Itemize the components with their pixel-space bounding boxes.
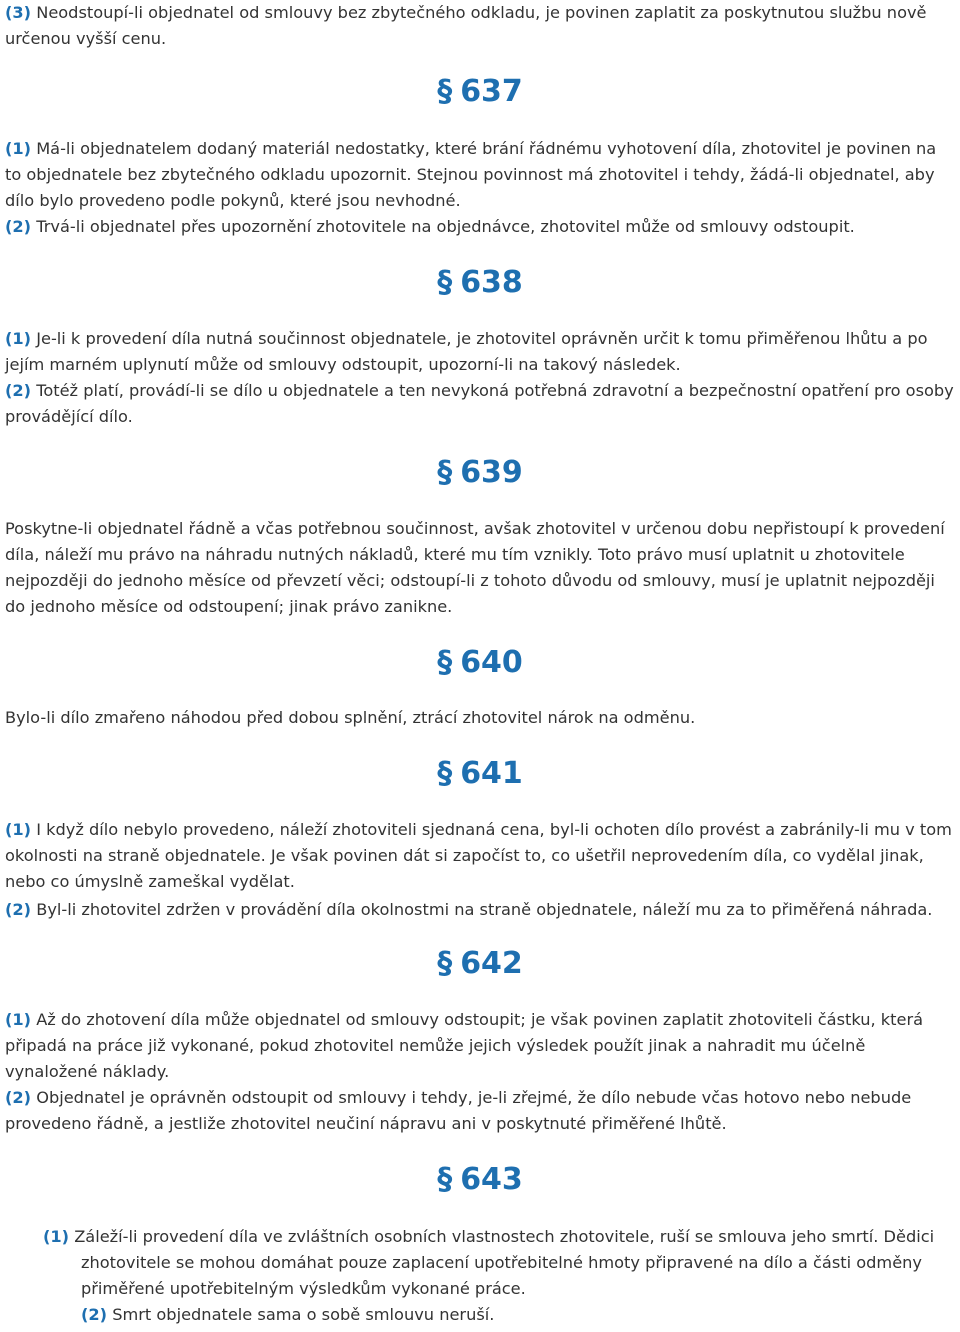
section-643-paragraph-1	[5, 1224, 957, 1302]
section-heading-637	[0, 72, 960, 112]
paragraph-number: (1)	[5, 1010, 32, 1029]
section-sign: §	[437, 265, 453, 300]
section-643-paragraph-2	[5, 1302, 957, 1328]
section-642-paragraph-1	[5, 1007, 957, 1085]
paragraph-number: (2)	[5, 900, 32, 919]
section-number: 640	[460, 645, 523, 680]
section-639-paragraph	[5, 516, 957, 620]
section-sign: §	[437, 946, 453, 981]
paragraph-text: Trvá-li objednatel přes upozornění zhotovitele na objednávce, zhotovitel může od smlouvy odstoupit.	[31, 217, 855, 236]
section-heading-642	[0, 944, 960, 984]
paragraph-number: (1)	[5, 329, 32, 348]
section-sign: §	[437, 756, 453, 791]
section-638-paragraph-2	[5, 378, 957, 430]
section-641-paragraph-1	[5, 817, 957, 895]
section-sign: §	[437, 455, 453, 490]
section-637-paragraph-1	[5, 136, 957, 214]
paragraph-number: (3)	[5, 3, 32, 22]
section-637-paragraph-2	[5, 214, 957, 240]
section-640-paragraph	[5, 705, 957, 731]
paragraph-text: Záleží-li provedení díla ve zvláštních osobních vlastnostech zhotovitele, ruší se smlouva jeho smrtí. Dědici zhotovitele se mohou domáhat pouze zaplacení upotřebitelné hmoty připravené na dílo a části odměny přiměřené upotřebitelným výsledkům vykonané práce.	[69, 1227, 935, 1298]
paragraph-number: (1)	[5, 139, 32, 158]
paragraph-number: (2)	[5, 381, 32, 400]
section-642-paragraph-2	[5, 1085, 957, 1137]
section-sign: §	[437, 1162, 453, 1197]
paragraph-text: Poskytne-li objednatel řádně a včas potřebnou součinnost, avšak zhotovitel v určenou dobu nepřistoupí k provedení díla, náleží mu právo na náhradu nutných nákladů, které mu tím vznikly. Toto právo musí uplatnit u zhotovitele nejpozději do jednoho měsíce od převzetí věci; odstoupí-li z tohoto důvodu od smlouvy, musí je uplatnit nejpozději do jednoho měsíce od odstoupení; jinak právo zanikne.	[5, 519, 945, 616]
section-sign: §	[437, 74, 453, 109]
section-number: 641	[460, 756, 523, 791]
section-number: 639	[460, 455, 523, 490]
section-heading-641	[0, 754, 960, 794]
section-heading-639	[0, 453, 960, 493]
paragraph-number: (1)	[43, 1227, 70, 1246]
section-638-paragraph-1	[5, 326, 957, 378]
paragraph-text: Má-li objednatelem dodaný materiál nedostatky, které brání řádnému vyhotovení díla, zhotovitel je povinen na to objednatele bez zbytečného odkladu upozornit. Stejnou povinnost má zhotovitel i tehdy, žádá-li objednatel, aby dílo bylo provedeno podle pokynů, které jsou nevhodné.	[5, 139, 937, 210]
section-number: 637	[460, 74, 523, 109]
paragraph-text: Neodstoupí-li objednatel od smlouvy bez zbytečného odkladu, je povinen zaplatit za poskytnutou službu nově určenou vyšší cenu.	[5, 3, 927, 48]
section-heading-643	[0, 1160, 960, 1200]
section-heading-638	[0, 263, 960, 303]
section-number: 643	[460, 1162, 523, 1197]
paragraph-text: Je-li k provedení díla nutná součinnost objednatele, je zhotovitel oprávněn určit k tomu přiměřenou lhůtu a po jejím marném uplynutí může od smlouvy odstoupit, upozorní-li na takový následek.	[5, 329, 928, 374]
section-number: 642	[460, 946, 523, 981]
paragraph-text: Totéž platí, provádí-li se dílo u objednatele a ten nevykoná potřebná zdravotní a bezpečnostní opatření pro osoby provádějící dílo.	[5, 381, 954, 426]
paragraph-text: Bylo-li dílo zmařeno náhodou před dobou splnění, ztrácí zhotovitel nárok na odměnu.	[5, 708, 696, 727]
section-641-paragraph-2	[5, 897, 957, 923]
paragraph-3-continuation	[5, 0, 957, 52]
section-sign: §	[437, 645, 453, 680]
paragraph-text: I když dílo nebylo provedeno, náleží zhotoviteli sjednaná cena, byl-li ochoten dílo provést a zabránily-li mu v tom okolnosti na straně objednatele. Je však povinen dát si započíst to, co ušetřil neprovedením díla, co vydělal jinak, nebo co úmyslně zameškal vydělat.	[5, 820, 952, 891]
paragraph-number: (2)	[5, 217, 32, 236]
section-heading-640	[0, 643, 960, 683]
paragraph-number: (2)	[81, 1305, 108, 1324]
paragraph-text: Objednatel je oprávněn odstoupit od smlouvy i tehdy, je-li zřejmé, že dílo nebude včas hotovo nebo nebude provedeno řádně, a jestliže zhotovitel neučiní nápravu ani v poskytnuté přiměřené lhůtě.	[5, 1088, 912, 1133]
paragraph-number: (1)	[5, 820, 32, 839]
section-number: 638	[460, 265, 523, 300]
paragraph-number: (2)	[5, 1088, 32, 1107]
paragraph-text: Smrt objednatele sama o sobě smlouvu neruší.	[107, 1305, 495, 1324]
paragraph-text: Až do zhotovení díla může objednatel od smlouvy odstoupit; je však povinen zaplatit zhotoviteli částku, která připadá na práce již vykonané, pokud zhotovitel nemůže jejich výsledek použít jinak a nahradit mu účelně vynaložené náklady.	[5, 1010, 924, 1081]
paragraph-text: Byl-li zhotovitel zdržen v provádění díla okolnostmi na straně objednatele, náleží mu za to přiměřená náhrada.	[31, 900, 933, 919]
